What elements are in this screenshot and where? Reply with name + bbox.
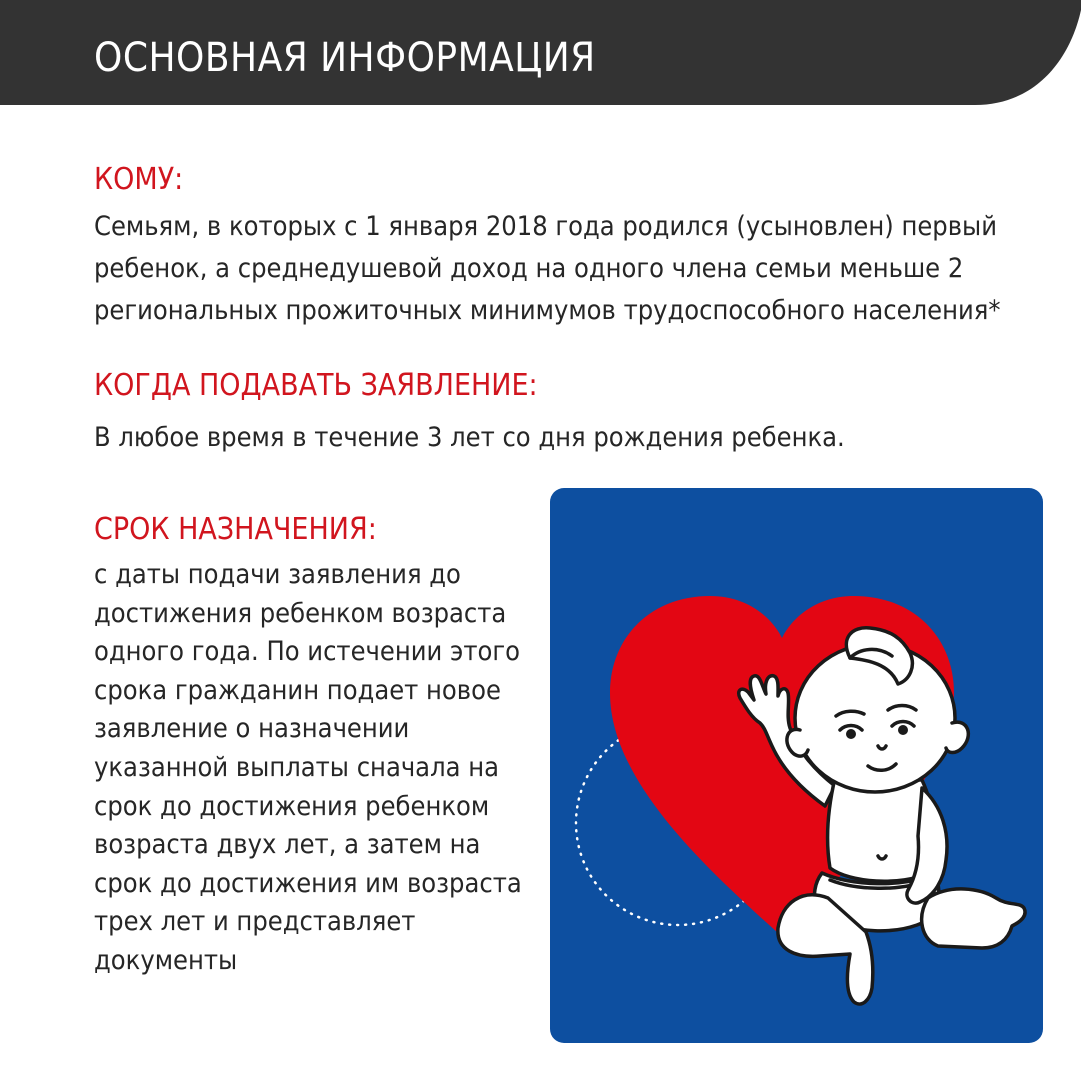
baby-heart-illustration: [550, 488, 1043, 1043]
page-title: ОСНОВНАЯ ИНФОРМАЦИЯ: [94, 35, 596, 81]
illustration-card: [550, 488, 1043, 1043]
section-heading-whom: КОМУ:: [94, 162, 184, 197]
section-heading-term: СРОК НАЗНАЧЕНИЯ:: [94, 512, 377, 547]
section-text-when: В любое время в течение 3 лет со дня рождения ребенка.: [94, 422, 845, 453]
section-text-whom: Семьям, в которых с 1 января 2018 года родился (усыновлен) первый ребенок, а среднедушевой доход на одного члена семьи меньше 2 региональных прожиточных минимумов трудоспособного населения*: [94, 211, 1001, 326]
section-text-term: с даты подачи заявления до достижения ребенком возраста одного года. По истечении этого срока гражданин подает новое заявление о назначении указанной выплаты сначала на срок до достижения ребенком возраста двух лет, а затем на срок до достижения им возраста трех лет и представляет документы: [94, 559, 522, 976]
section-heading-when: КОГДА ПОДАВАТЬ ЗАЯВЛЕНИЕ:: [94, 368, 538, 403]
